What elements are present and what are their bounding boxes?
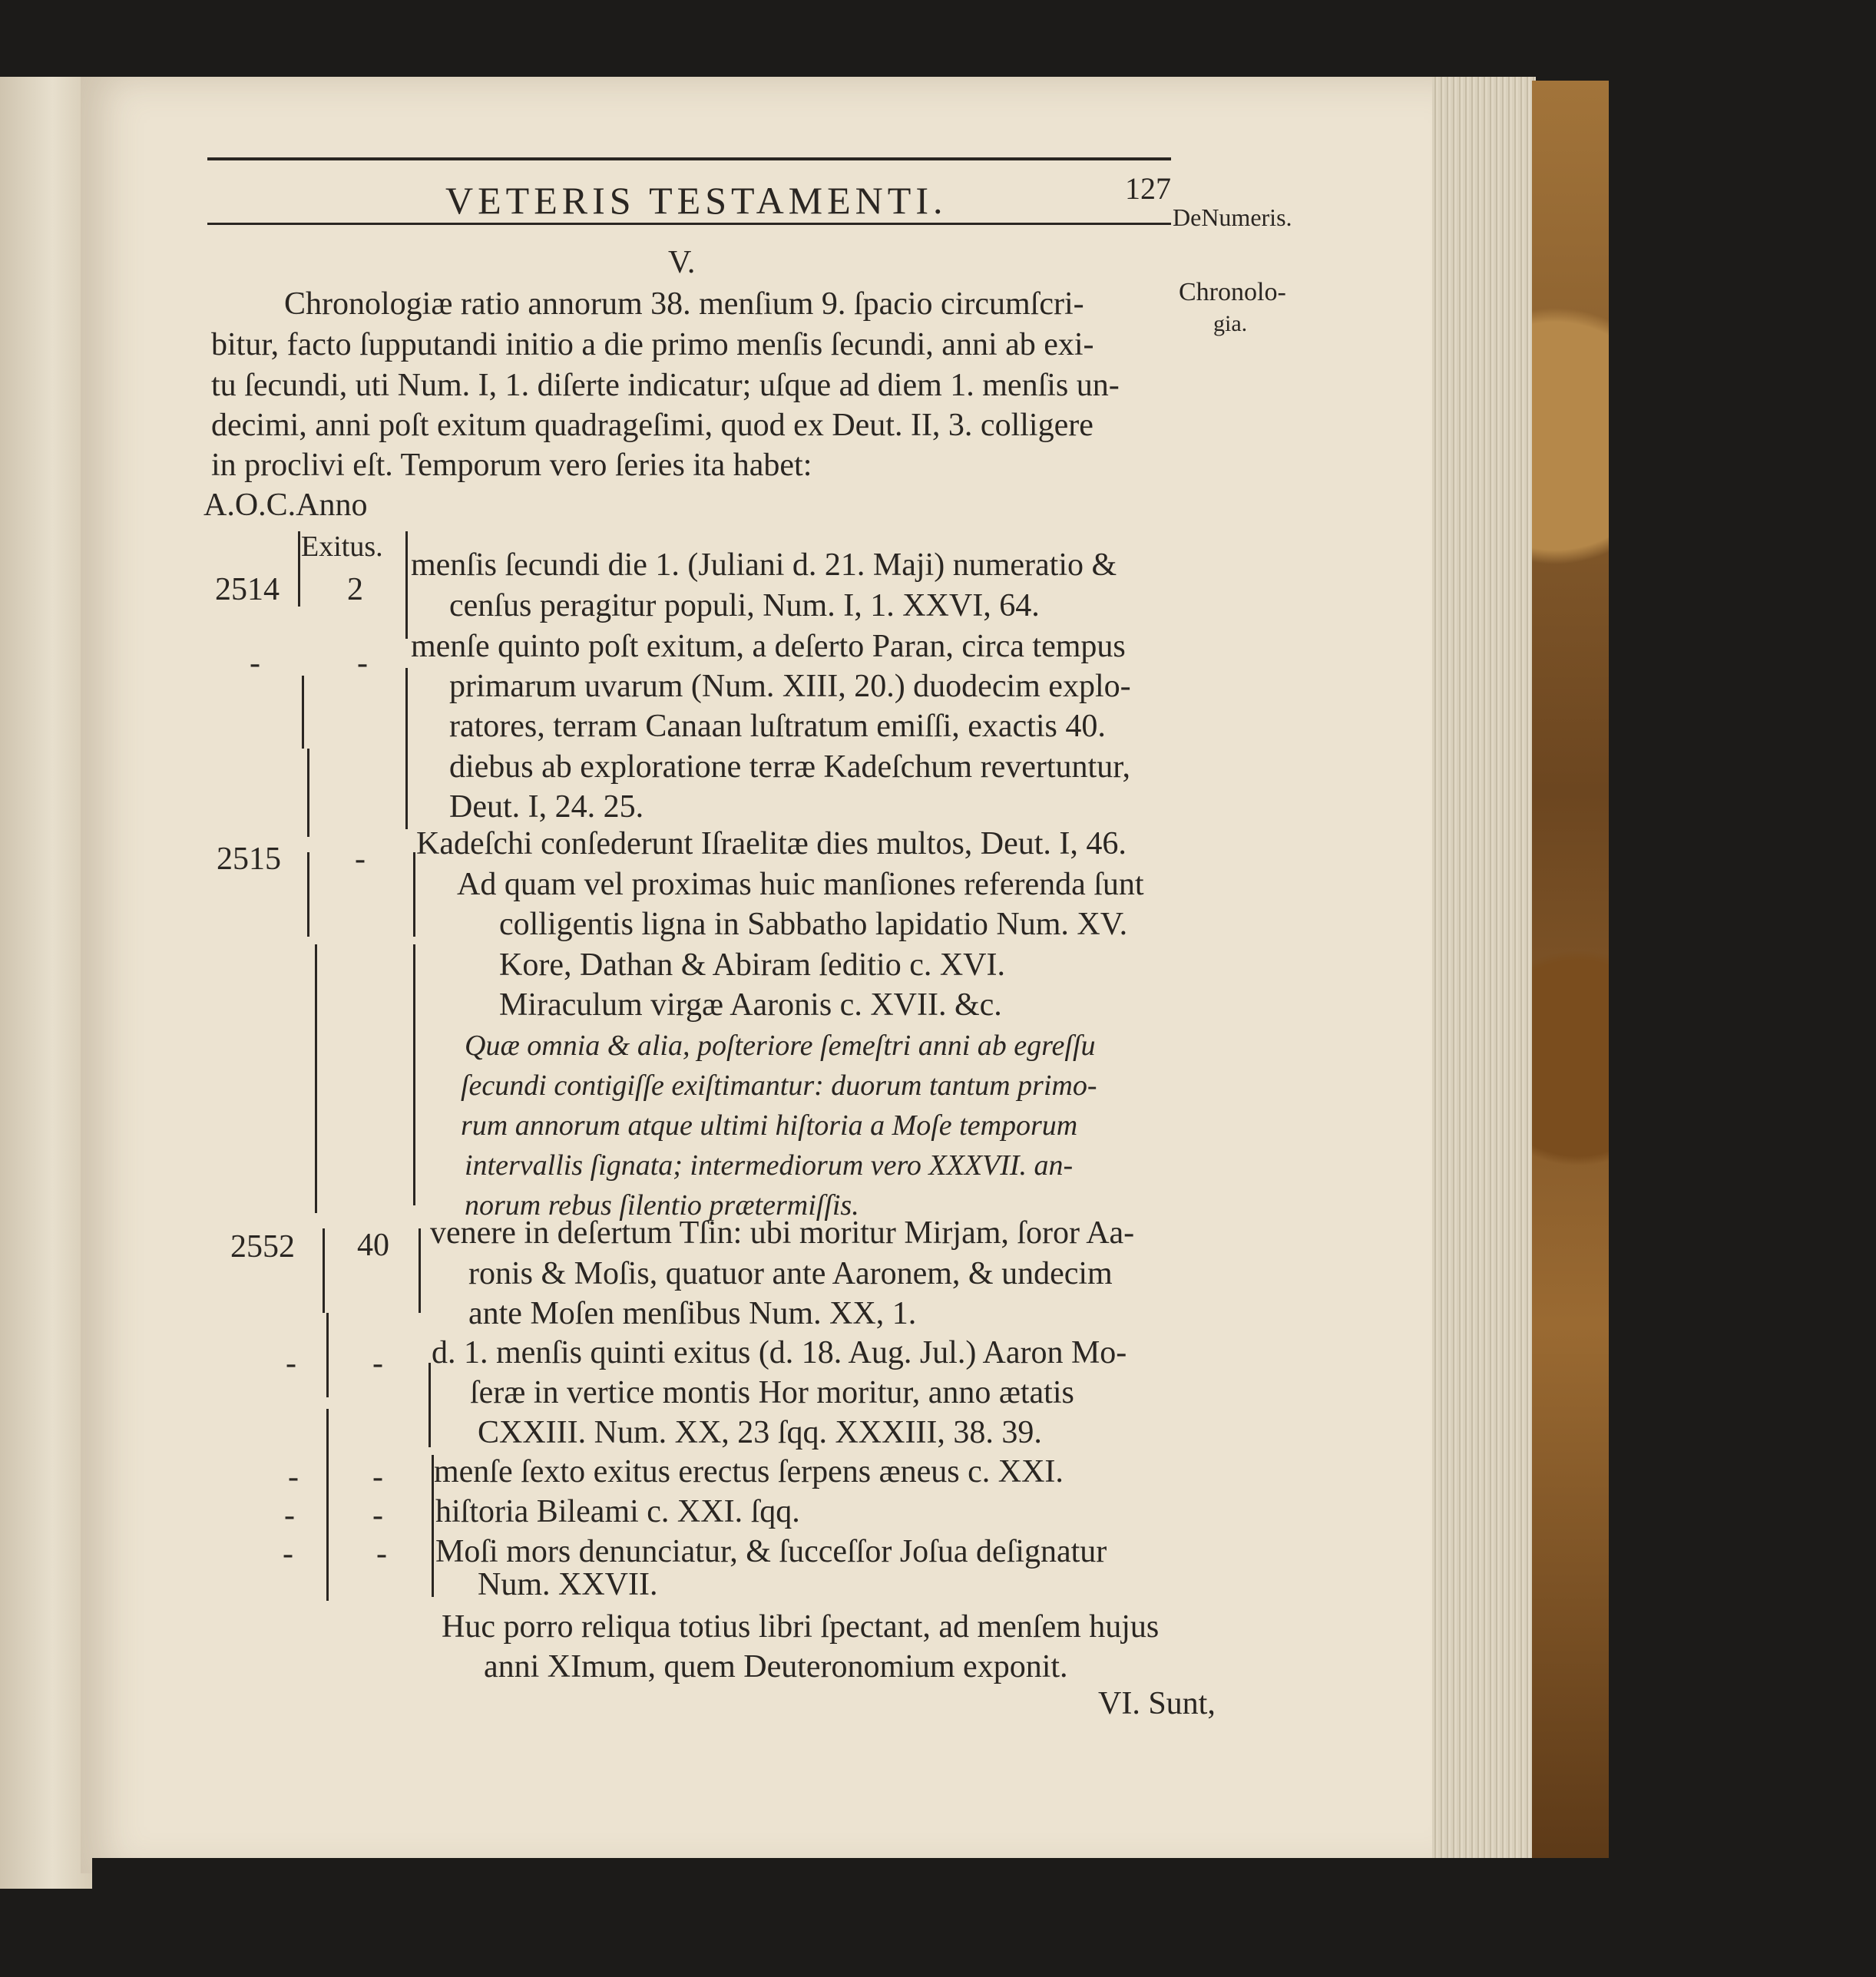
entry-line: primarum uvarum (Num. XIII, 20.) duodecim explo- xyxy=(449,669,1131,704)
entry-line: Kadeſchi conſederunt Iſraelitæ dies multos, Deut. I, 46. xyxy=(416,826,1127,861)
closing-line: Huc porro reliqua totius libri ſpectant, ad menſem hujus xyxy=(442,1609,1160,1645)
column-rule xyxy=(307,749,309,837)
header-bottom-rule xyxy=(207,223,1171,225)
italic-note-line: rum annorum atque ultimi hiſtoria a Moſe temporum xyxy=(461,1109,1078,1142)
column-rule xyxy=(298,531,300,607)
entry-year: 2552 xyxy=(230,1229,295,1265)
column-rule xyxy=(405,531,408,639)
running-title: VETERIS TESTAMENTI. xyxy=(445,179,948,222)
entry-line: menſe quinto poſt exitum, a deſerto Paran, circa tempus xyxy=(411,629,1126,664)
column-rule xyxy=(326,1313,329,1397)
column-rule xyxy=(428,1363,431,1447)
column-head-year: A.O.C.Anno xyxy=(203,488,368,523)
intro-line: Chronologiæ ratio annorum 38. menſium 9. ſpacio circumſcri- xyxy=(284,286,1084,322)
entry-line: diebus ab exploratione terræ Kadeſchum revertuntur, xyxy=(449,749,1131,785)
entry-line: venere in deſertum Tſin: ubi moritur Mirjam, ſoror Aa- xyxy=(430,1215,1135,1251)
entry-line: hiſtoria Bileami c. XXI. ſqq. xyxy=(435,1494,800,1529)
column-head-exitus: Exitus. xyxy=(301,531,383,563)
entry-year: - xyxy=(288,1460,299,1495)
entry-exitus: - xyxy=(355,841,366,877)
closing-line: anni XImum, quem Deuteronomium exponit. xyxy=(484,1649,1068,1684)
entry-line: Ad quam vel proximas huic manſiones referenda ſunt xyxy=(457,867,1144,902)
entry-exitus: 40 xyxy=(357,1228,389,1263)
column-rule xyxy=(419,1228,421,1313)
intro-line: decimi, anni poſt exitum quadrageſimi, quod ex Deut. II, 3. colligere xyxy=(211,408,1094,443)
entry-exitus: - xyxy=(376,1536,387,1572)
entry-year: - xyxy=(286,1346,296,1381)
entry-line: menſis ſecundi die 1. (Juliani d. 21. Maji) numeratio & xyxy=(411,547,1117,583)
italic-note-line: intervallis ſignata; intermediorum vero XXXVII. an- xyxy=(465,1149,1074,1182)
page-block-edge xyxy=(1432,77,1536,1866)
intro-line: in proclivi eſt. Temporum vero ſeries ita habet: xyxy=(211,448,812,483)
column-rule xyxy=(302,676,304,749)
entry-line: Miraculum virgæ Aaronis c. XVII. &c. xyxy=(499,987,1002,1023)
entry-line: Kore, Dathan & Abiram ſeditio c. XVI. xyxy=(499,947,1005,983)
page-number: 127 xyxy=(1125,171,1171,206)
entry-exitus: - xyxy=(372,1498,383,1533)
section-number: V. xyxy=(668,245,696,280)
entry-exitus: - xyxy=(357,646,368,681)
cover-bottom xyxy=(92,1858,1628,1977)
entry-exitus: - xyxy=(372,1460,383,1495)
marbled-cover-edge xyxy=(1532,81,1609,1858)
column-rule xyxy=(413,852,415,937)
entry-line: ratores, terram Canaan luſtratum emiſſi, exactis 40. xyxy=(449,709,1106,744)
entry-line: ronis & Moſis, quatuor ante Aaronem, & undecim xyxy=(468,1256,1113,1291)
italic-note-line: norum rebus ſilentio prætermiſſis. xyxy=(465,1189,859,1222)
catchword: VI. Sunt, xyxy=(1098,1686,1216,1721)
entry-year: - xyxy=(283,1536,293,1572)
intro-line: tu ſecundi, uti Num. I, 1. diſerte indicatur; uſque ad diem 1. menſis un- xyxy=(211,368,1120,403)
entry-line: CXXIII. Num. XX, 23 ſqq. XXXIII, 38. 39. xyxy=(478,1415,1042,1450)
italic-note-line: ſecundi contigiſſe exiſtimantur: duorum tantum primo- xyxy=(461,1069,1097,1102)
entry-line: ante Moſen menſibus Num. XX, 1. xyxy=(468,1296,917,1331)
entry-line: ſeræ in vertice montis Hor moritur, anno ætatis xyxy=(470,1375,1074,1410)
italic-note-line: Quæ omnia & alia, poſteriore ſemeſtri anni ab egreſſu xyxy=(465,1030,1096,1062)
column-rule xyxy=(307,852,309,937)
column-rule xyxy=(413,944,415,1205)
column-rule xyxy=(315,944,317,1213)
entry-line: menſe ſexto exitus erectus ſerpens æneus c. XXI. xyxy=(434,1454,1064,1489)
entry-year: - xyxy=(250,646,260,681)
intro-line: bitur, facto ſupputandi initio a die primo menſis ſecundi, anni ab exi- xyxy=(211,327,1094,362)
entry-line: Num. XXVII. xyxy=(478,1567,658,1602)
entry-year: 2514 xyxy=(215,572,280,607)
entry-exitus: 2 xyxy=(347,572,363,607)
margin-topic-line-2: gia. xyxy=(1213,311,1248,336)
entry-year: - xyxy=(284,1498,295,1533)
entry-exitus: - xyxy=(372,1346,383,1381)
margin-topic-line-1: Chronolo- xyxy=(1179,278,1286,306)
entry-line: Moſi mors denunciatur, & ſucceſſor Joſua deſignatur xyxy=(435,1534,1107,1569)
entry-year: 2515 xyxy=(217,841,281,877)
entry-line: cenſus peragitur populi, Num. I, 1. XXVI, 64. xyxy=(449,588,1040,623)
column-rule xyxy=(323,1228,325,1313)
column-rule xyxy=(405,668,408,829)
entry-line: d. 1. menſis quinti exitus (d. 18. Aug. Jul.) Aaron Mo- xyxy=(432,1335,1127,1370)
entry-line: Deut. I, 24. 25. xyxy=(449,789,644,825)
column-rule xyxy=(326,1409,329,1601)
header-top-rule xyxy=(207,157,1171,160)
entry-line: colligentis ligna in Sabbatho lapidatio Num. XV. xyxy=(499,907,1128,942)
margin-book-title: DeNumeris. xyxy=(1173,203,1292,231)
